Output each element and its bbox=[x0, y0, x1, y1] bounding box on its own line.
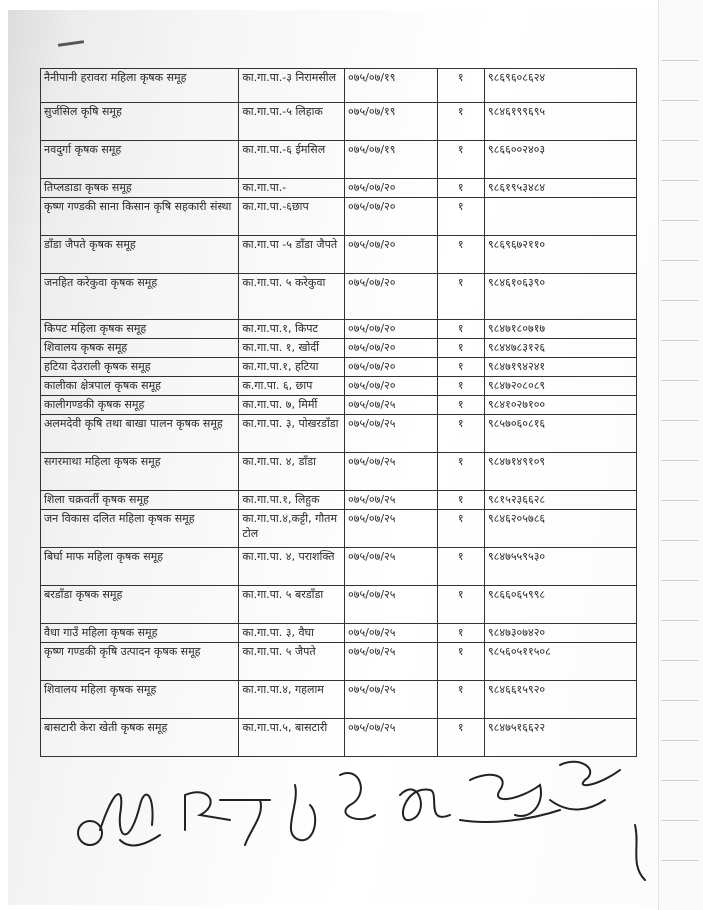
group-name-cell: सुर्जसिल कृषि समूह bbox=[41, 103, 239, 141]
group-name-cell: जनहित करेकुवा कृषक समूह bbox=[41, 274, 239, 320]
table-row bbox=[41, 69, 637, 103]
edge-line bbox=[662, 660, 698, 661]
count-cell: १ bbox=[437, 69, 484, 103]
count-cell: १ bbox=[437, 491, 484, 510]
group-name-cell: बासटारी केरा खेती कृषक समूह bbox=[41, 719, 239, 757]
table-row bbox=[41, 643, 637, 681]
count-cell: १ bbox=[437, 548, 484, 586]
signature-5 bbox=[400, 789, 450, 820]
date-cell: ०७५/०७/२५ bbox=[345, 624, 438, 643]
edge-line bbox=[662, 540, 698, 541]
group-name-cell: कालीगण्डकी कृषक समूह bbox=[41, 396, 239, 415]
table-row bbox=[41, 510, 637, 548]
edge-line bbox=[662, 140, 698, 141]
phone-cell: ९८१५२३६६२८ bbox=[484, 491, 636, 510]
count-cell: १ bbox=[437, 643, 484, 681]
address-cell: का.गा.पा. ४, डाँडा bbox=[239, 453, 345, 491]
group-name-cell: नवदुर्गा कृषक समूह bbox=[41, 141, 239, 179]
phone-cell bbox=[484, 198, 636, 236]
signatures-area bbox=[60, 745, 660, 895]
signature-6 bbox=[460, 775, 560, 822]
address-cell: का.गा.पा. ७, मिर्मी bbox=[239, 396, 345, 415]
table-row bbox=[41, 548, 637, 586]
phone-cell: ९८६९६७२११० bbox=[484, 236, 636, 274]
phone-cell: ९८४४७८३१२६ bbox=[484, 339, 636, 358]
date-cell: ०७५/०७/२५ bbox=[345, 548, 438, 586]
count-cell: १ bbox=[437, 198, 484, 236]
group-name-cell: कालीका क्षेत्रपाल कृषक समूह bbox=[41, 377, 239, 396]
date-cell: ०७५/०७/२० bbox=[345, 236, 438, 274]
count-cell: १ bbox=[437, 510, 484, 548]
date-cell: ०७५/०७/१९ bbox=[345, 141, 438, 179]
group-name-cell: बरडाँडा कृषक समूह bbox=[41, 586, 239, 624]
group-name-cell: हटिया देउराली कृषक समूह bbox=[41, 358, 239, 377]
date-cell: ०७५/०७/२५ bbox=[345, 415, 438, 453]
phone-cell: ९८४६१०६३९० bbox=[484, 274, 636, 320]
date-cell: ०७५/०७/२० bbox=[345, 198, 438, 236]
signature-1 bbox=[78, 794, 160, 845]
phone-cell: ९८६९६०८६२४ bbox=[484, 69, 636, 103]
phone-cell: ९८४७१८०७१७ bbox=[484, 320, 636, 339]
table-row bbox=[41, 415, 637, 453]
address-cell: का.गा.पा. ३, वैघा bbox=[239, 624, 345, 643]
table-row bbox=[41, 358, 637, 377]
count-cell: १ bbox=[437, 179, 484, 198]
group-name-cell: तिप्लडाडा कृषक समूह bbox=[41, 179, 239, 198]
group-name-cell: कृष्ण गण्डकी साना किसान कृषि सहकारी संस्था bbox=[41, 198, 239, 236]
date-cell: ०७५/०७/२० bbox=[345, 339, 438, 358]
phone-cell: ९८४७५१६६२२ bbox=[484, 719, 636, 757]
address-cell: का.गा.पा.१, हटिया bbox=[239, 358, 345, 377]
group-name-cell: डाँडा जैपते कृषक समूह bbox=[41, 236, 239, 274]
phone-cell: ९८४७१४९१०९ bbox=[484, 453, 636, 491]
count-cell: १ bbox=[437, 453, 484, 491]
address-cell: का.गा.पा. ५ करेकुवा bbox=[239, 274, 345, 320]
table-row bbox=[41, 198, 637, 236]
edge-line bbox=[662, 580, 698, 581]
edge-line bbox=[662, 300, 698, 301]
phone-cell: ९८४१०२७१०० bbox=[484, 396, 636, 415]
date-cell: ०७५/०७/२५ bbox=[345, 586, 438, 624]
address-cell: का.गा.पा. ५ जैपते bbox=[239, 643, 345, 681]
date-cell: ०७५/०७/२५ bbox=[345, 510, 438, 548]
date-cell: ०७५/०७/२५ bbox=[345, 719, 438, 757]
table-row bbox=[41, 236, 637, 274]
table-row bbox=[41, 624, 637, 643]
count-cell: १ bbox=[437, 624, 484, 643]
edge-line bbox=[662, 500, 698, 501]
count-cell: १ bbox=[437, 681, 484, 719]
date-cell: ०७५/०७/१९ bbox=[345, 69, 438, 103]
date-cell: ०७५/०७/२० bbox=[345, 179, 438, 198]
phone-cell: ९८६६०६५९९८ bbox=[484, 586, 636, 624]
edge-line bbox=[662, 220, 698, 221]
edge-line bbox=[662, 860, 698, 861]
table-row bbox=[41, 339, 637, 358]
edge-line bbox=[662, 380, 698, 381]
table-row bbox=[41, 320, 637, 339]
table-row bbox=[41, 453, 637, 491]
count-cell: १ bbox=[437, 396, 484, 415]
phone-cell: ९८४७५५९५३० bbox=[484, 548, 636, 586]
count-cell: १ bbox=[437, 274, 484, 320]
phone-cell: ९८६१९५३४८४ bbox=[484, 179, 636, 198]
edge-line bbox=[662, 740, 698, 741]
count-cell: १ bbox=[437, 358, 484, 377]
count-cell: १ bbox=[437, 141, 484, 179]
group-name-cell: कृष्ण गण्डकी कृषि उत्पादन कृषक समूह bbox=[41, 643, 239, 681]
edge-line bbox=[662, 820, 698, 821]
table-row bbox=[41, 141, 637, 179]
address-cell: का.गा.पा. ५ बरडाँडा bbox=[239, 586, 345, 624]
address-cell: का.गा.पा.-६छाप bbox=[239, 198, 345, 236]
edge-line bbox=[662, 780, 698, 781]
edge-line bbox=[662, 260, 698, 261]
group-name-cell: नैनीपानी हरावरा महिला कृषक समूह bbox=[41, 69, 239, 103]
edge-line bbox=[662, 340, 698, 341]
address-cell: का.गा.पा.१, किपट bbox=[239, 320, 345, 339]
signature-3 bbox=[291, 785, 315, 840]
date-cell: ०७५/०७/२५ bbox=[345, 491, 438, 510]
address-cell: का.गा.पा. ३, पोखरडाँडा bbox=[239, 415, 345, 453]
edge-line bbox=[662, 700, 698, 701]
address-cell: का.गा.पा.-५ लिहाक bbox=[239, 103, 345, 141]
table-row bbox=[41, 491, 637, 510]
group-name-cell: शिला चक्रवर्ती कृषक समूह bbox=[41, 491, 239, 510]
edge-line bbox=[662, 100, 698, 101]
date-cell: ०७५/०७/२५ bbox=[345, 643, 438, 681]
date-cell: ०७५/०७/२० bbox=[345, 274, 438, 320]
date-cell: ०७५/०७/२५ bbox=[345, 681, 438, 719]
count-cell: १ bbox=[437, 719, 484, 757]
edge-line bbox=[662, 60, 698, 61]
table-row bbox=[41, 274, 637, 320]
group-name-cell: किपट महिला कृषक समूह bbox=[41, 320, 239, 339]
farmer-groups-table bbox=[40, 68, 637, 757]
address-cell: का.गा.पा -५ डाँडा जैपते bbox=[239, 236, 345, 274]
date-cell: ०७५/०७/२५ bbox=[345, 453, 438, 491]
edge-line bbox=[662, 620, 698, 621]
phone-cell: ९८४७१९४२४१ bbox=[484, 358, 636, 377]
date-cell: ०७५/०७/१९ bbox=[345, 103, 438, 141]
count-cell: १ bbox=[437, 236, 484, 274]
phone-cell: ९८४७२०८०८९ bbox=[484, 377, 636, 396]
phone-cell: ९८४६१९९६९५ bbox=[484, 103, 636, 141]
table-row bbox=[41, 103, 637, 141]
address-cell: का.गा.पा.-६ ईमसिल bbox=[239, 141, 345, 179]
date-cell: ०७५/०७/२० bbox=[345, 320, 438, 339]
group-name-cell: शिवालय महिला कृषक समूह bbox=[41, 681, 239, 719]
page-edge-stack bbox=[658, 0, 703, 910]
address-cell: का.गा.पा.४, गहलाम bbox=[239, 681, 345, 719]
group-name-cell: बिर्घा माफ महिला कृषक समूह bbox=[41, 548, 239, 586]
address-cell: क.गा.पा. ६, छाप bbox=[239, 377, 345, 396]
edge-line bbox=[662, 420, 698, 421]
signature-2 bbox=[185, 792, 270, 845]
group-name-cell: अलमदेवी कृषि तथा बाखा पालन कृषक समूह bbox=[41, 415, 239, 453]
phone-cell: ९८४७३०७४२० bbox=[484, 624, 636, 643]
count-cell: १ bbox=[437, 320, 484, 339]
address-cell: का.गा.पा. ४, पराशक्ति bbox=[239, 548, 345, 586]
signature-7 bbox=[550, 762, 620, 810]
corner-date-note bbox=[635, 825, 645, 880]
date-cell: ०७५/०७/२५ bbox=[345, 396, 438, 415]
count-cell: १ bbox=[437, 415, 484, 453]
phone-cell: ९८४६२०५७८६ bbox=[484, 510, 636, 548]
count-cell: १ bbox=[437, 586, 484, 624]
group-name-cell: जन विकास दलित महिला कृषक समूह bbox=[41, 510, 239, 548]
phone-cell: ९८५६०५११५०८ bbox=[484, 643, 636, 681]
date-cell: ०७५/०७/२० bbox=[345, 377, 438, 396]
table-row bbox=[41, 396, 637, 415]
edge-line bbox=[662, 460, 698, 461]
table-row bbox=[41, 681, 637, 719]
table-row bbox=[41, 377, 637, 396]
address-cell: का.गा.पा.-३ निरामसील bbox=[239, 69, 345, 103]
table-row bbox=[41, 586, 637, 624]
count-cell: १ bbox=[437, 103, 484, 141]
address-cell: का.गा.पा.- bbox=[239, 179, 345, 198]
address-cell: का.गा.पा.१, लिहुक bbox=[239, 491, 345, 510]
phone-cell: ९८४६६१५९२० bbox=[484, 681, 636, 719]
count-cell: १ bbox=[437, 377, 484, 396]
signature-4 bbox=[340, 773, 375, 819]
address-cell: का.गा.पा.४,कट्टी, गौतम टोल bbox=[239, 510, 345, 548]
group-name-cell: वैधा गाउँ महिला कृषक समूह bbox=[41, 624, 239, 643]
group-name-cell: सगरमाथा महिला कृषक समूह bbox=[41, 453, 239, 491]
group-name-cell: शिवालय कृषक समूह bbox=[41, 339, 239, 358]
address-cell: का.गा.पा.५, बासटारी bbox=[239, 719, 345, 757]
edge-line bbox=[662, 180, 698, 181]
count-cell: १ bbox=[437, 339, 484, 358]
table-row bbox=[41, 179, 637, 198]
phone-cell: ९८६६००२४०३ bbox=[484, 141, 636, 179]
phone-cell: ९८५७०६०८१६ bbox=[484, 415, 636, 453]
date-cell: ०७५/०७/२० bbox=[345, 358, 438, 377]
address-cell: का.गा.पा. १, खोर्दी bbox=[239, 339, 345, 358]
